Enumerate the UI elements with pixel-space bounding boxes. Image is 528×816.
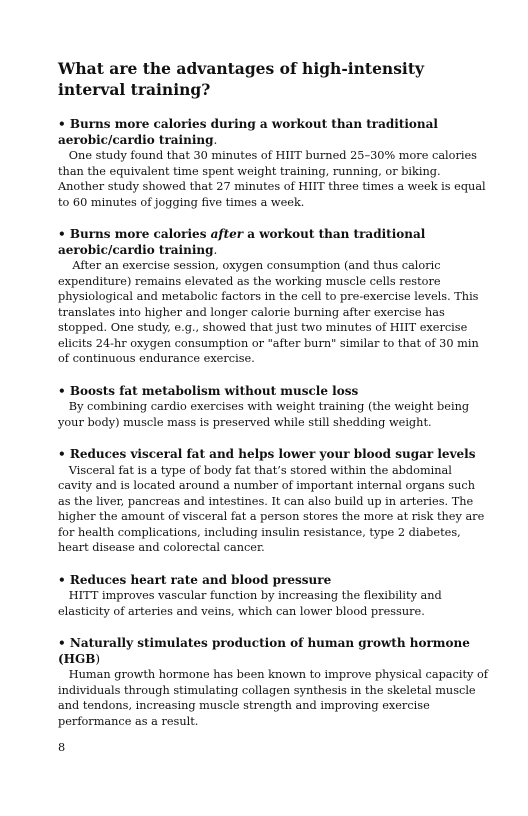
heading-text: • Burns more calories during a workout than traditional aerobic/cardio training (58, 117, 438, 147)
section-growth-hormone (58, 636, 492, 729)
section-calories-during (58, 117, 488, 210)
heading-text: • Burns more calories (58, 227, 211, 241)
section-body: Visceral fat is a type of body fat that’s stored within the abdominal cavity and is located around a number of important internal organs such as the liver, pancreas and intestines. It can also build up in arteries. The higher the amount of visceral fat a person stores the more at risk they are for health complications, including insulin resistance, type 2 diabetes, heart disease and colorectal cancer. (58, 463, 488, 554)
section-body: Human growth hormone has been known to improve physical capacity of individuals through stimulating collagen synthesis in the skeletal muscle and tendons, increasing muscle strength and improving exercise performance as a result. (58, 668, 492, 728)
heading-punct: ) (95, 651, 101, 666)
section-calories-after (58, 227, 488, 367)
section-heading: • Reduces visceral fat and helps lower your blood sugar levels (58, 447, 476, 461)
heading-emphasis: after (210, 227, 244, 241)
section-fat-metabolism (58, 384, 488, 431)
section-heart-rate (58, 573, 488, 620)
heading-punct: . (213, 242, 218, 257)
heading-text: a workout than traditional aerobic/cardio training (58, 227, 426, 257)
section-heading (58, 227, 488, 258)
document-page (58, 58, 492, 746)
section-body: One study found that 30 minutes of HIIT burned 25–30% more calories than the equivalent time spent weight training, running, or biking. Another study showed that 27 minutes of HIIT three times a week is equal to 60 minutes of jogging five times a week. (58, 149, 490, 209)
page-number: 8 (58, 741, 66, 754)
section-heading (58, 636, 488, 667)
section-heading: • Reduces heart rate and blood pressure (58, 572, 332, 587)
section-body: By combining cardio exercises with weight training (the weight being your body) muscle mass is preserved while still shedding weight. (58, 400, 473, 429)
heading-punct: . (213, 132, 218, 147)
section-body: After an exercise session, oxygen consumption (and thus caloric expenditure) remains elevated as the working muscle cells restore physiological and metabolic factors in the cell to pre-exercise levels. This translates into higher and longer calorie burning after exercise has stopped. One study, e.g., showed that just two minutes of HIIT exercise elicits 24-hr oxygen consumption or "after burn" similar to that of 30 min of continuous endurance exercise. (58, 259, 483, 365)
section-body: HITT improves vascular function by increasing the flexibility and elasticity of arteries and veins, which can lower blood pressure. (58, 589, 446, 618)
section-visceral-fat (58, 447, 488, 556)
heading-text: • Naturally stimulates production of human growth hormone (HGB (58, 636, 470, 666)
page-title: What are the advantages of high-intensity interval training? (58, 59, 424, 99)
section-heading: • Boosts fat metabolism without muscle loss (58, 383, 359, 398)
section-heading (58, 117, 488, 148)
